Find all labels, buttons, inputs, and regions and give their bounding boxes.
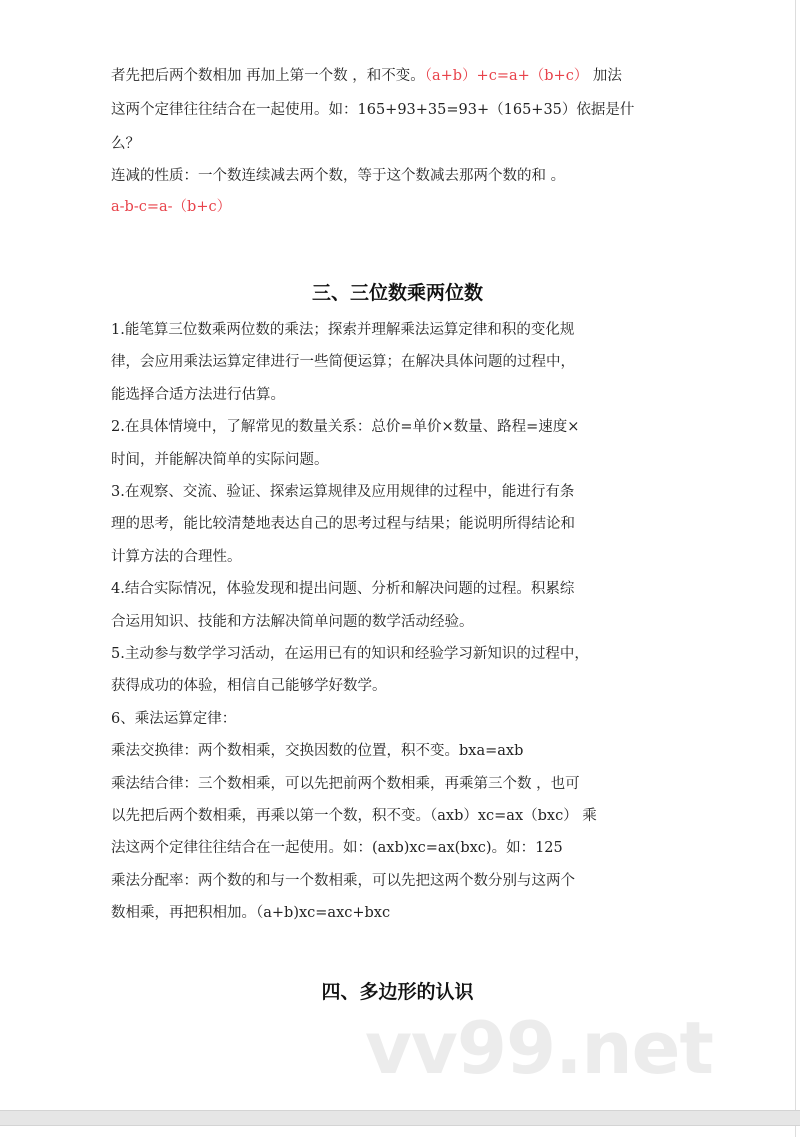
paragraph-line: 律，会应用乘法运算定律进行一些简便运算；在解决具体问题的过程中， <box>111 354 575 371</box>
paragraph-line: 合运用知识、技能和方法解决简单问题的数学活动经验。 <box>111 613 474 630</box>
paragraph-line <box>111 66 701 86</box>
paragraph-line: 法这两个定律往往结合在一起使用。如：(axb)xc=ax(bxc)。如：125 <box>111 840 563 857</box>
paragraph-line: 以先把后两个数相乘，再乘以第一个数，积不变。（axb）xc=ax（bxc） 乘 <box>111 808 597 824</box>
paragraph-line: 乘法结合律：三个数相乘，可以先把前两个数相乘，再乘第三个数 ，也可 <box>111 775 580 792</box>
paragraph-line: 2.在具体情境中，了解常见的数量关系：总价=单价×数量、路程=速度× <box>111 419 580 436</box>
paragraph-line: 乘法交换律：两个数相乘，交换因数的位置，积不变。bxa=axb <box>111 743 524 760</box>
subtraction-formula: a-b-c=a-（b+c） <box>111 199 232 215</box>
paragraph-line: 连减的性质：一个数连续减去两个数，等于这个数减去那两个数的和 。 <box>111 168 566 184</box>
section-heading-3: 三、三位数乘两位数 <box>311 282 483 304</box>
paragraph-line: 获得成功的体验，相信自己能够学好数学。 <box>111 678 387 695</box>
paragraph-line: 数相乘，再把积相加。（a+b)xc=axc+bxc <box>111 905 391 922</box>
page-gap <box>0 1110 800 1126</box>
paragraph-line: 3.在观察、交流、验证、探索运算规律及应用规律的过程中，能进行有条 <box>111 484 575 500</box>
watermark: vv99.net <box>365 1006 713 1090</box>
paragraph-line: 5.主动参与数学学习活动，在运用已有的知识和经验学习新知识的过程中， <box>111 646 589 662</box>
paragraph-line: 6、乘法运算定律： <box>111 710 237 727</box>
paragraph-line: 能选择合适方法进行估算。 <box>111 386 285 403</box>
paragraph-line: 计算方法的合理性。 <box>111 548 242 565</box>
paragraph-line: 4.结合实际情况，体验发现和提出问题、分析和解决问题的过程。积累综 <box>111 581 575 598</box>
section-heading-4: 四、多边形的认识 <box>321 981 474 1003</box>
text: 加法 <box>588 68 622 84</box>
paragraph-line: 时间，并能解决简单的实际问题。 <box>111 451 329 468</box>
addition-associative-formula: （a+b）+c=a+（b+c） <box>424 68 589 84</box>
text: 者先把后两个数相加 再加上第一个数 ，和不变。 <box>111 68 425 84</box>
paragraph-line: 这两个定律往往结合在一起使用。如：165+93+35=93+（165+35）依据是什 <box>111 102 635 118</box>
paragraph-line: 理的思考，能比较清楚地表达自己的思考过程与结果；能说明所得结论和 <box>111 516 575 533</box>
paragraph-line: 乘法分配率：两个数的和与一个数相乘，可以先把这两个数分别与这两个 <box>111 872 575 889</box>
paragraph-line: 么？ <box>111 136 140 152</box>
next-page <box>0 1126 796 1137</box>
paragraph-line: 1.能笔算三位数乘两位数的乘法；探索并理解乘法运算定律和积的变化规 <box>111 322 575 338</box>
